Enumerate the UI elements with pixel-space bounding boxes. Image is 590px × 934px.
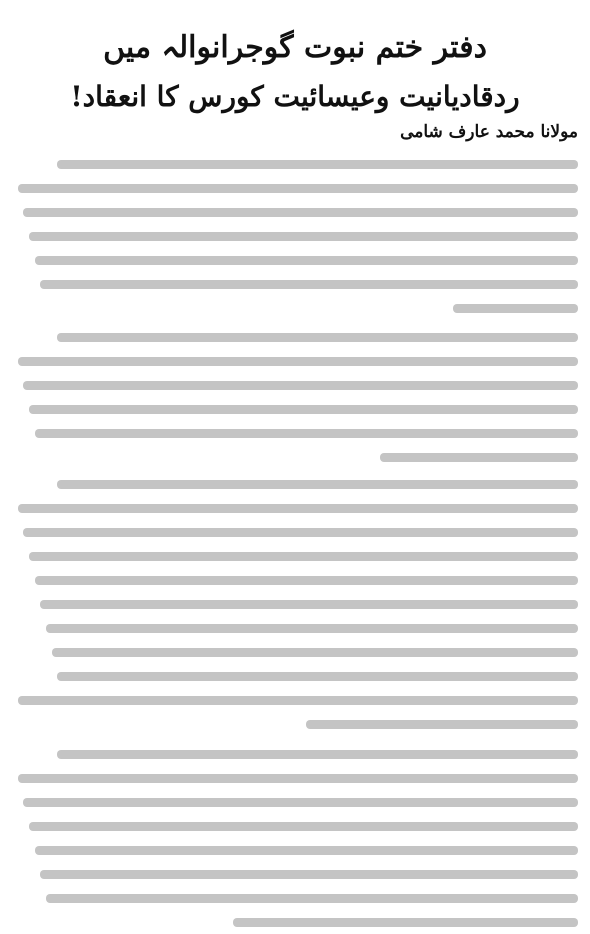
text-line-placeholder	[12, 272, 578, 296]
text-line-placeholder	[12, 248, 578, 272]
text-line-placeholder	[12, 814, 578, 838]
article-paragraph-2	[12, 325, 578, 469]
text-line-placeholder	[12, 520, 578, 544]
text-line-placeholder	[12, 910, 578, 934]
text-line-placeholder	[12, 200, 578, 224]
article-paragraph-4	[12, 742, 578, 934]
text-line-placeholder	[12, 790, 578, 814]
article-paragraph-1	[12, 152, 578, 320]
article-page	[6, 0, 584, 934]
text-line-placeholder	[12, 568, 578, 592]
text-line-placeholder	[12, 544, 578, 568]
text-line-placeholder	[12, 838, 578, 862]
text-line-placeholder	[12, 886, 578, 910]
text-line-placeholder	[12, 664, 578, 688]
text-line-placeholder	[12, 373, 578, 397]
text-line-placeholder	[12, 742, 578, 766]
text-line-placeholder	[12, 397, 578, 421]
text-line-placeholder	[12, 152, 578, 176]
text-line-placeholder	[12, 862, 578, 886]
article-subheadline: ردقادیانیت وعیسائیت کورس کا انعقاد!	[70, 80, 520, 113]
text-line-placeholder	[12, 296, 578, 320]
text-line-placeholder	[12, 766, 578, 790]
text-line-placeholder	[12, 712, 578, 736]
text-line-placeholder	[12, 496, 578, 520]
text-line-placeholder	[12, 472, 578, 496]
text-line-placeholder	[12, 616, 578, 640]
article-paragraph-3	[12, 472, 578, 736]
article-byline: مولانا محمد عارف شامی	[400, 122, 578, 142]
text-line-placeholder	[12, 688, 578, 712]
text-line-placeholder	[12, 592, 578, 616]
text-line-placeholder	[12, 421, 578, 445]
text-line-placeholder	[12, 176, 578, 200]
text-line-placeholder	[12, 349, 578, 373]
text-line-placeholder	[12, 325, 578, 349]
text-line-placeholder	[12, 445, 578, 469]
article-headline: دفتر ختم نبوت گوجرانوالہ میں	[103, 30, 487, 65]
text-line-placeholder	[12, 224, 578, 248]
text-line-placeholder	[12, 640, 578, 664]
